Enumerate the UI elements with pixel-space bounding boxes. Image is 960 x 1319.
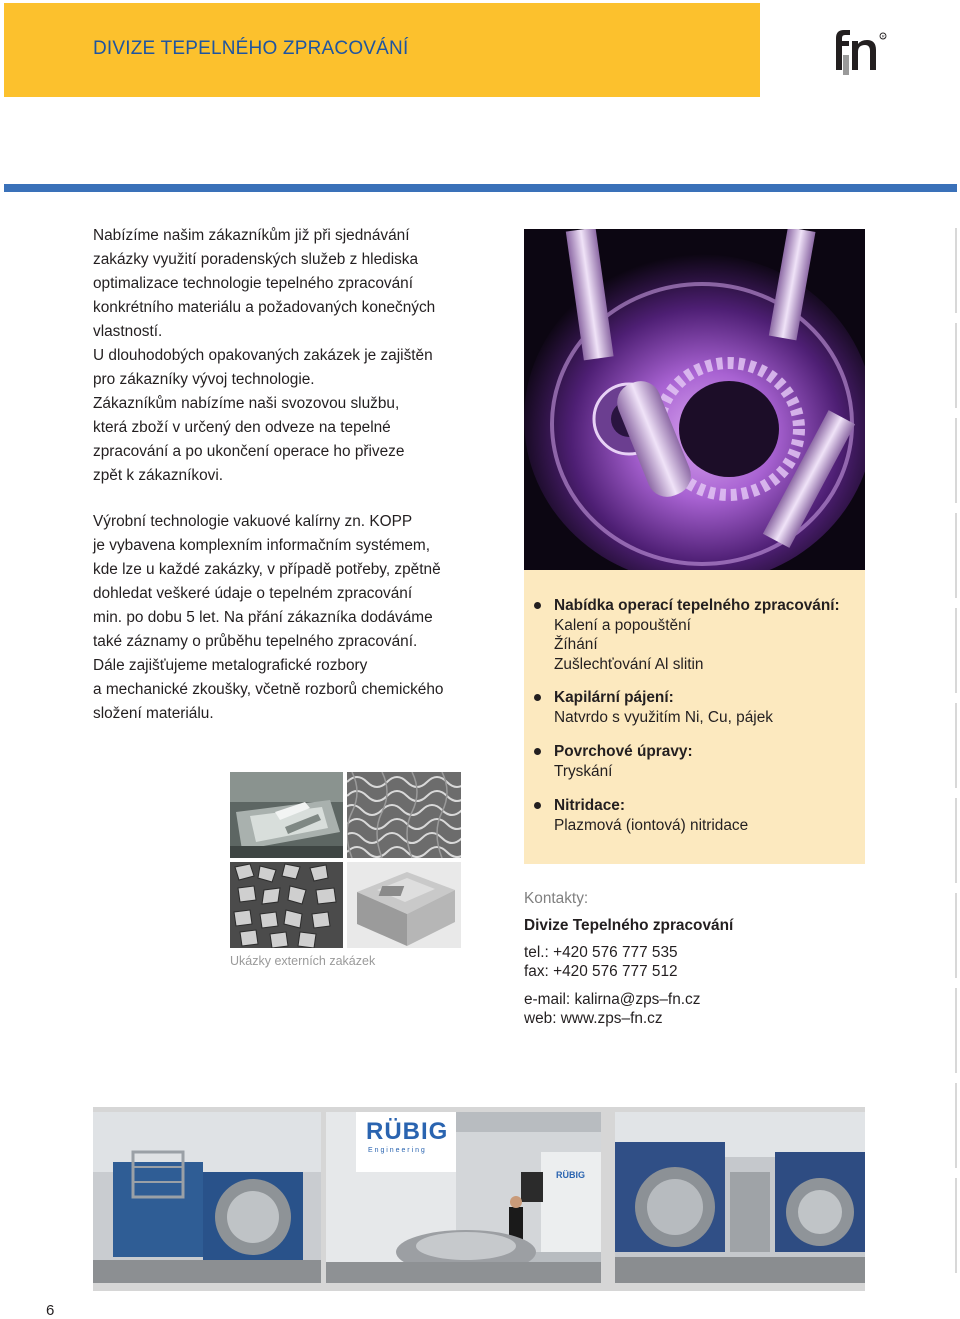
text-line: pro zákazníky vývoj technologie. (93, 371, 315, 388)
edge-mark (955, 228, 957, 313)
service-item (554, 742, 693, 781)
gallery-caption: Ukázky externích zakázek (230, 954, 376, 968)
edge-mark (955, 323, 957, 408)
text-line: a mechanické zkoušky, včetně rozborů chemického (93, 681, 444, 698)
rubig-sign-sub: E n g i n e e r i n g (368, 1147, 425, 1154)
service-line: Plazmová (iontová) nitridace (554, 816, 749, 834)
edge-mark (955, 418, 957, 503)
text-line: konkrétního materiálu a požadovaných konečných (93, 299, 436, 316)
production-paragraph (93, 510, 518, 726)
service-heading: Nabídka operací tepelného zpracování: (554, 597, 840, 614)
service-item (554, 596, 840, 674)
text-line: vlastností. (93, 323, 163, 340)
text-line: dohledat veškeré údaje o tepelném zpracování (93, 585, 413, 602)
service-line: Natvrdo s využitím Ni, Cu, pájek (554, 708, 773, 726)
text-line: Nabízíme našim zákazníkům již při sjednávání (93, 227, 410, 244)
bullet-icon (534, 748, 541, 755)
text-line: zpět k zákazníkovi. (93, 467, 224, 484)
bottom-photo-furnace-1 (93, 1112, 321, 1283)
bullet-icon (534, 694, 541, 701)
contact-fax: fax: +420 576 777 512 (524, 963, 678, 980)
service-heading: Kapilární pájení: (554, 689, 674, 706)
edge-mark (955, 608, 957, 693)
text-line: zpracování a po ukončení operace ho přiveze (93, 443, 405, 460)
service-item (554, 688, 773, 727)
svg-text:R: R (881, 33, 885, 39)
bottom-photo-furnace-line (615, 1112, 865, 1283)
gallery-photo-block (347, 862, 461, 948)
text-line: kde lze u každé zakázky, v případě potřeby, zpětně (93, 561, 441, 578)
service-line: Zušlechťování Al slitin (554, 655, 704, 673)
edge-mark (955, 703, 957, 788)
text-line: složení materiálu. (93, 705, 214, 722)
service-line: Tryskání (554, 762, 613, 780)
text-line: U dlouhodobých opakovaných zakázek je zajištěn (93, 347, 433, 364)
text-line: zakázky využití poradenských služeb z hlediska (93, 251, 419, 268)
bullet-icon (534, 802, 541, 809)
text-line: Zákazníkům nabízíme naši svozovou službu, (93, 395, 400, 412)
gallery-photo-parts (230, 862, 343, 948)
services-box (524, 570, 865, 864)
text-line: je vybavena komplexním informačním systémem, (93, 537, 431, 554)
contact-web[interactable]: web: www.zps–fn.cz (524, 1010, 663, 1027)
edge-mark (955, 893, 957, 978)
page-number: 6 (46, 1302, 55, 1319)
text-line: také záznamy o průběhu tepelného zpracování. (93, 633, 418, 650)
gallery-photo-springs (347, 772, 461, 858)
fn-logo-icon (828, 24, 890, 78)
edge-mark (955, 798, 957, 883)
text-line: která zboží v určený den odveze na tepelné (93, 419, 391, 436)
service-heading: Nitridace: (554, 797, 625, 814)
service-item (554, 796, 748, 835)
text-line: min. po dobu 5 let. Na přání zákazníka dodáváme (93, 609, 433, 626)
header-divider (4, 184, 957, 192)
contact-tel: tel.: +420 576 777 535 (524, 944, 678, 961)
text-line: optimalizace technologie tepelného zpracování (93, 275, 413, 292)
contacts-department: Divize Tepelného zpracování (524, 917, 734, 934)
page-title: DIVIZE TEPELNÉHO ZPRACOVÁNÍ (93, 38, 409, 59)
machine-label: RÜBIG (556, 1170, 585, 1180)
text-line: Výrobní technologie vakuové kalírny zn. KOPP (93, 513, 413, 530)
contact-email[interactable]: e-mail: kalirna@zps–fn.cz (524, 991, 701, 1008)
bullet-icon (534, 602, 541, 609)
edge-mark (955, 1178, 957, 1273)
intro-paragraph (93, 224, 513, 488)
contacts-heading: Kontakty: (524, 890, 589, 907)
service-line: Žíhání (554, 636, 598, 653)
rubig-sign: RÜBIG (366, 1118, 449, 1145)
text-line: Dále zajišťujeme metalografické rozbory (93, 657, 368, 674)
gallery-photo-tray (230, 772, 343, 858)
service-heading: Povrchové úpravy: (554, 743, 693, 760)
edge-mark (955, 513, 957, 598)
edge-mark (955, 988, 957, 1073)
edge-mark (955, 1083, 957, 1168)
service-line: Kalení a popouštění (554, 616, 691, 634)
plasma-nitriding-photo (524, 229, 865, 570)
